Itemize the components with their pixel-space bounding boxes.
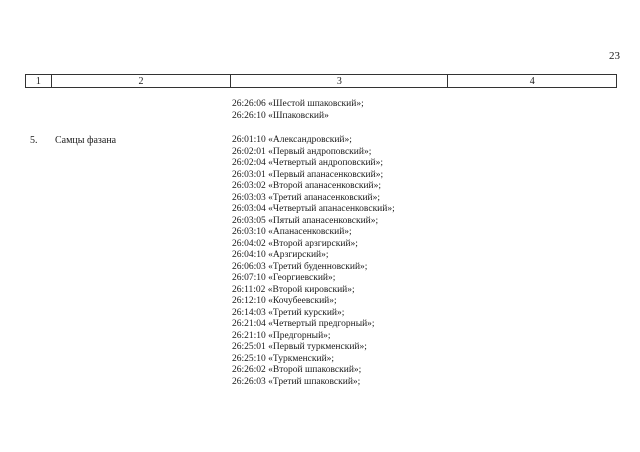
list-item: 26:21:10 «Предгорный»;	[232, 330, 331, 341]
list-item: 26:03:05 «Пятый апанасенковский»;	[232, 215, 379, 226]
list-item: 26:25:10 «Туркменский»;	[232, 353, 335, 364]
row-species-name: Самцы фазана	[55, 135, 117, 146]
continued-entries-list	[232, 99, 364, 122]
row-number: 5.	[30, 135, 38, 146]
list-item: 26:04:10 «Арзгирский»;	[232, 250, 329, 260]
list-item: 26:06:03 «Третий буденновский»;	[232, 261, 368, 272]
column-header-3: 3	[231, 75, 448, 88]
column-header-1: 1	[26, 75, 52, 88]
list-item: 26:26:10 «Шпаковский»	[232, 110, 329, 121]
list-item: 26:03:03 «Третий апанасенковский»;	[232, 192, 381, 203]
list-item: 26:02:01 «Первый андроповский»;	[232, 146, 372, 157]
column-header-4: 4	[448, 75, 617, 88]
list-item: 26:07:10 «Георгиевский»;	[232, 273, 336, 283]
list-item: 26:04:02 «Второй арзгирский»;	[232, 238, 358, 249]
list-item: 26:03:02 «Второй апанасенковский»;	[232, 181, 382, 191]
column-header-table	[25, 74, 617, 88]
list-item: 26:26:06 «Шестой шпаковский»;	[232, 99, 364, 109]
list-item: 26:03:10 «Апанасенковский»;	[232, 227, 352, 237]
list-item: 26:26:03 «Третий шпаковский»;	[232, 376, 361, 387]
column-header-row	[26, 75, 617, 88]
list-item: 26:12:10 «Кочубеевский»;	[232, 296, 337, 306]
column-header-2: 2	[51, 75, 230, 88]
list-item: 26:21:04 «Четвертый предгорный»;	[232, 319, 375, 329]
list-item: 26:03:04 «Четвертый апанасенковский»;	[232, 204, 395, 214]
list-item: 26:03:01 «Первый апанасенковский»;	[232, 169, 384, 180]
page-number: 23	[609, 50, 620, 62]
list-item: 26:26:02 «Второй шпаковский»;	[232, 365, 362, 375]
list-item: 26:02:04 «Четвертый андроповский»;	[232, 158, 383, 168]
list-item: 26:14:03 «Третий курский»;	[232, 307, 345, 318]
list-item: 26:11:02 «Второй кировский»;	[232, 284, 355, 295]
hunting-grounds-list	[232, 135, 395, 388]
list-item: 26:01:10 «Александровский»;	[232, 135, 352, 145]
list-item: 26:25:01 «Первый туркменский»;	[232, 342, 367, 352]
